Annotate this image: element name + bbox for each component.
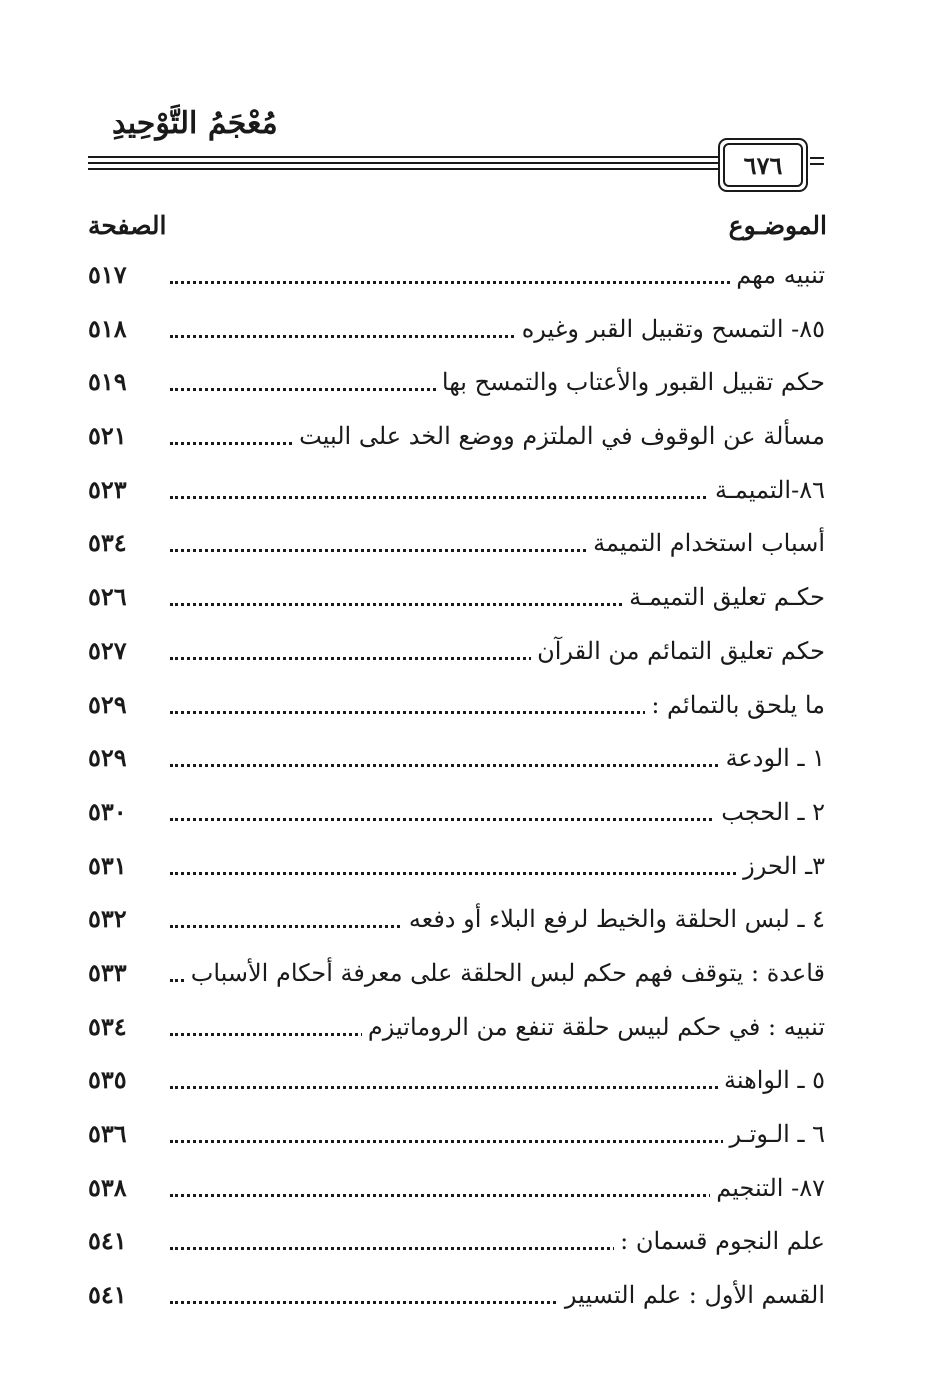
toc-entry-title: ٨٥- التمسح وتقبيل القبر وغيره xyxy=(516,309,825,349)
toc-entry-title: حكم تعليق التمائم من القرآن xyxy=(531,631,825,671)
toc-entry xyxy=(0,949,937,1003)
toc-entry-page: ٥٣٤ xyxy=(88,528,127,558)
topic-column-heading: الموضـوع xyxy=(728,211,827,240)
toc-entry-page: ٥٢٩ xyxy=(88,743,127,773)
dot-leader xyxy=(170,281,825,284)
toc-entry-title: ٢ ـ الحجب xyxy=(715,792,825,832)
toc-entry-title: القسم الأول : علم التسيير xyxy=(559,1275,825,1315)
dot-leader xyxy=(170,872,825,875)
toc-entry-title: مسألة عن الوقوف في الملتزم ووضع الخد على البيت xyxy=(293,416,825,456)
toc-entry-title: ما يلحق بالتمائم : xyxy=(645,685,825,725)
toc-entry-title: ١ ـ الودعة xyxy=(720,738,825,778)
toc-entry-page: ٥٤١ xyxy=(88,1280,127,1310)
toc-entry xyxy=(0,1271,937,1325)
header-rule xyxy=(88,156,718,158)
toc-entry xyxy=(0,627,937,681)
toc-entry xyxy=(0,788,937,842)
toc-entry xyxy=(0,1056,937,1110)
toc-entry xyxy=(0,519,937,573)
header-rule-right xyxy=(810,157,824,159)
toc-entry-title: ٦ ـ الـوتـر xyxy=(723,1114,825,1154)
header-rule xyxy=(88,162,718,164)
toc-entry xyxy=(0,466,937,520)
book-title: مُعْجَمُ التَّوْحِيدِ xyxy=(112,106,278,141)
toc-entry-page: ٥٢٦ xyxy=(88,582,127,612)
toc-entry-title: علم النجوم قسمان : xyxy=(614,1221,825,1261)
toc-entry-page: ٥٢١ xyxy=(88,421,127,451)
toc-entry-page: ٥٣٥ xyxy=(88,1065,127,1095)
page-number: ٦٧٦ xyxy=(723,143,803,187)
toc-entry-title: ٨٦-التميمـة xyxy=(709,470,825,510)
toc-entry-page: ٥١٨ xyxy=(88,313,127,343)
toc-entry xyxy=(0,573,937,627)
toc-entry-page: ٥١٧ xyxy=(88,260,127,289)
toc-entry-page: ٥٣٦ xyxy=(88,1119,127,1148)
toc-entry-page: ٥٣٠ xyxy=(88,796,127,826)
toc-entry-title: ٥ ـ الواهنة xyxy=(718,1060,825,1100)
toc-list xyxy=(0,251,937,1325)
toc-entry-page: ٥٢٩ xyxy=(88,689,127,719)
toc-entry xyxy=(0,358,937,412)
toc-entry xyxy=(0,1164,937,1218)
toc-entry-page: ٥١٩ xyxy=(88,367,127,397)
page-number-frame xyxy=(718,138,808,192)
toc-entry xyxy=(0,1003,937,1057)
toc-entry xyxy=(0,681,937,735)
toc-entry-title: ٨٧- التنجيم xyxy=(710,1168,825,1208)
toc-entry-title: حكم تقبيل القبور والأعتاب والتمسح بها xyxy=(436,362,825,402)
toc-entry-page: ٥٣٣ xyxy=(88,957,127,987)
toc-entry xyxy=(0,842,937,896)
toc-entry-page: ٥٢٧ xyxy=(88,635,127,665)
toc-entry xyxy=(0,734,937,788)
toc-entry-page: ٥٤١ xyxy=(88,1226,127,1256)
toc-entry-page: ٥٣٨ xyxy=(88,1172,127,1202)
toc-entry xyxy=(0,1110,937,1164)
page-column-heading: الصفحة xyxy=(88,211,167,240)
toc-entry xyxy=(0,1217,937,1271)
toc-entry-title: حكـم تعليق التميمـة xyxy=(623,577,825,617)
toc-entry-page: ٥٢٣ xyxy=(88,474,127,504)
toc-entry-title: تنبيه مهم xyxy=(730,255,825,295)
toc-entry xyxy=(0,305,937,359)
toc-entry-title: تنبيه : في حكم لبيس حلقة تنفع من الروماتيزم xyxy=(362,1007,825,1047)
toc-entry-title: ٣ـ الحرز xyxy=(737,846,825,886)
toc-entry-title: قاعدة : يتوقف فهم حكم لبس الحلقة على معرفة أحكام الأسباب xyxy=(185,953,825,993)
toc-entry xyxy=(0,895,937,949)
toc-entry-title: ٤ ـ لبس الحلقة والخيط لرفع البلاء أو دفعه xyxy=(403,899,825,939)
toc-entry xyxy=(0,412,937,466)
header-rule-right xyxy=(810,163,824,165)
header-rule xyxy=(88,168,718,170)
toc-entry-title: أسباب استخدام التميمة xyxy=(587,523,825,563)
toc-entry-page: ٥٣٤ xyxy=(88,1011,127,1041)
toc-entry-page: ٥٣١ xyxy=(88,850,127,880)
toc-entry xyxy=(0,251,937,305)
toc-entry-page: ٥٣٢ xyxy=(88,904,127,934)
